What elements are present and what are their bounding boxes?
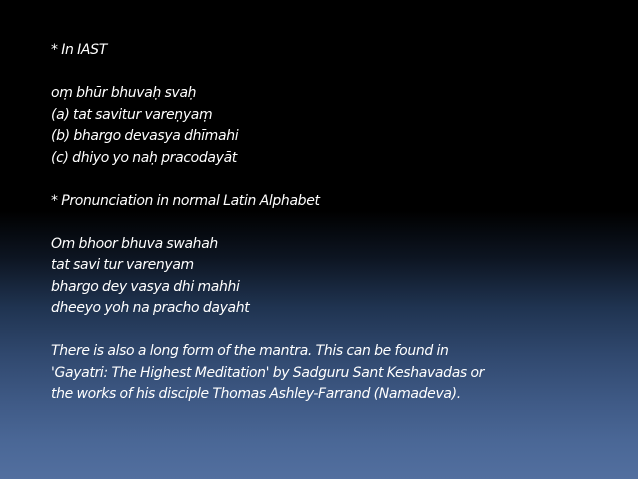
iast-line-mantra: oṃ bhūr bhuvaḥ svaḥ <box>51 85 197 101</box>
latin-heading: * Pronunciation in normal Latin Alphabet <box>51 192 320 209</box>
latin-line-3: bhargo dey vasya dhi mahhi <box>51 278 240 295</box>
note-line-2: 'Gayatri: The Highest Meditation' by Sadguru Sant Keshavadas or <box>51 364 485 381</box>
spacer <box>51 212 611 234</box>
latin-line-1: Om bhoor bhuva swahah <box>51 235 218 252</box>
spacer <box>51 169 611 191</box>
iast-line-b: (b) bhargo devasya dhīmahi <box>51 128 239 144</box>
slide-text-block <box>51 40 611 406</box>
iast-heading: * In IAST <box>51 42 107 58</box>
iast-line-c: (c) dhiyo yo naḥ pracodayāt <box>51 149 237 166</box>
latin-line-2: tat savi tur varenyam <box>51 257 194 273</box>
latin-line-4: dheeyo yoh na pracho dayaht <box>51 300 250 316</box>
spacer <box>51 320 611 342</box>
iast-line-a: (a) tat savitur vareṇyaṃ <box>51 106 213 123</box>
note-line-3: the works of his disciple Thomas Ashley-Farrand (Namadeva). <box>51 386 461 402</box>
note-line-1: There is also a long form of the mantra. This can be found in <box>51 343 449 359</box>
spacer <box>51 62 611 84</box>
